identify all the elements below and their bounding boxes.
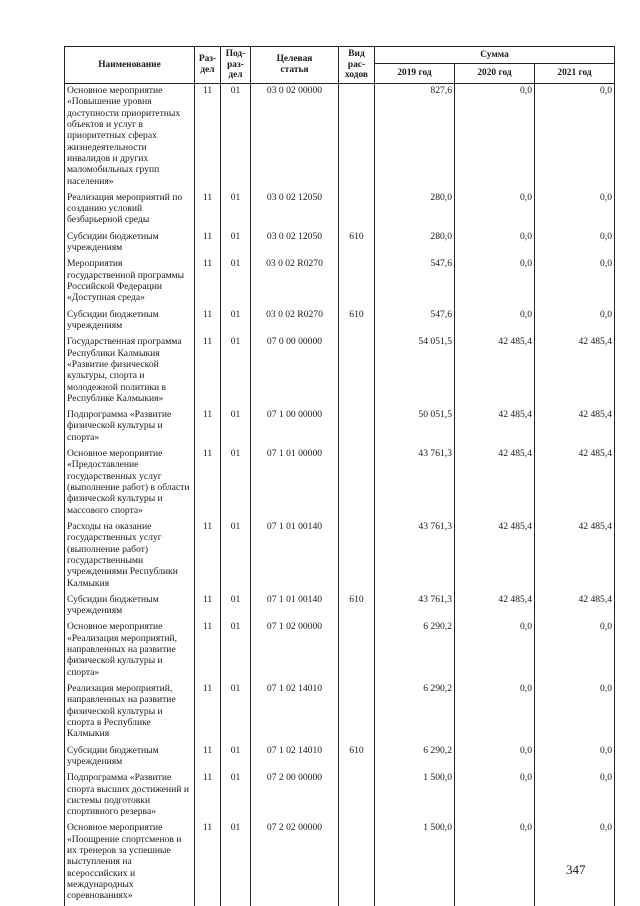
- row-section: 11: [195, 447, 221, 520]
- row-sum-2021: 0,0: [535, 744, 615, 772]
- row-name: Реализация мероприятий, направленных на развитие физической культуры и спорта в Республике Калмыкия: [65, 682, 195, 744]
- row-type: [339, 620, 375, 682]
- row-type: [339, 821, 375, 905]
- row-sum-2021: 0,0: [535, 230, 615, 258]
- row-subsection: 01: [221, 335, 251, 408]
- row-sum-2020: 0,0: [455, 744, 535, 772]
- table-header: [65, 47, 615, 84]
- row-section: 11: [195, 335, 221, 408]
- table-row: [65, 682, 615, 744]
- row-sum-2021: 42 485,4: [535, 447, 615, 520]
- row-subsection: 01: [221, 744, 251, 772]
- row-sum-2020: 42 485,4: [455, 335, 535, 408]
- row-type: [339, 335, 375, 408]
- row-sum-2020: 0,0: [455, 682, 535, 744]
- row-type: [339, 682, 375, 744]
- row-section: 11: [195, 230, 221, 258]
- row-sum-2020: 42 485,4: [455, 408, 535, 447]
- row-sum-2019: 1 500,0: [375, 771, 455, 821]
- header-target: Целевая статья: [251, 47, 339, 84]
- row-sum-2019: 6 290,2: [375, 744, 455, 772]
- row-name: Расходы на оказание государственных услуг (выполнение работ) государственными учреждениями Республики Калмыкия: [65, 520, 195, 593]
- row-target: 07 2 00 00000: [251, 771, 339, 821]
- row-sum-2021: 0,0: [535, 771, 615, 821]
- header-sum: Сумма: [375, 47, 615, 64]
- row-section: 11: [195, 257, 221, 307]
- row-type: [339, 84, 375, 191]
- row-name: Субсидии бюджетным учреждениям: [65, 744, 195, 772]
- row-name: Подпрограмма «Развитие физической культуры и спорта»: [65, 408, 195, 447]
- row-section: 11: [195, 84, 221, 191]
- table-row: [65, 408, 615, 447]
- header-year-2021: 2021 год: [535, 64, 615, 84]
- row-section: 11: [195, 771, 221, 821]
- row-sum-2019: 547,6: [375, 308, 455, 336]
- header-year-2019: 2019 год: [375, 64, 455, 84]
- row-sum-2019: 1 500,0: [375, 821, 455, 905]
- row-sum-2019: 43 761,3: [375, 447, 455, 520]
- row-sum-2019: 280,0: [375, 191, 455, 230]
- row-subsection: 01: [221, 257, 251, 307]
- row-target: 03 0 02 R0270: [251, 308, 339, 336]
- row-target: 07 1 02 14010: [251, 682, 339, 744]
- row-subsection: 01: [221, 447, 251, 520]
- row-sum-2021: 0,0: [535, 191, 615, 230]
- header-year-2020: 2020 год: [455, 64, 535, 84]
- row-sum-2020: 0,0: [455, 308, 535, 336]
- row-sum-2019: 827,6: [375, 84, 455, 191]
- row-name: Государственная программа Республики Калмыкия «Развитие физической культуры, спорта и молодежной политики в Республике Калмыкия»: [65, 335, 195, 408]
- row-sum-2020: 42 485,4: [455, 447, 535, 520]
- row-sum-2020: 0,0: [455, 821, 535, 905]
- row-sum-2021: 0,0: [535, 682, 615, 744]
- table-row: [65, 335, 615, 408]
- row-subsection: 01: [221, 408, 251, 447]
- row-target: 07 1 01 00140: [251, 593, 339, 621]
- row-subsection: 01: [221, 191, 251, 230]
- row-sum-2020: 0,0: [455, 84, 535, 191]
- row-section: 11: [195, 744, 221, 772]
- row-name: Субсидии бюджетным учреждениям: [65, 593, 195, 621]
- row-type: [339, 520, 375, 593]
- row-target: 03 0 02 00000: [251, 84, 339, 191]
- row-type: [339, 191, 375, 230]
- row-sum-2021: 0,0: [535, 620, 615, 682]
- row-subsection: 01: [221, 821, 251, 905]
- row-sum-2021: 42 485,4: [535, 593, 615, 621]
- row-sum-2019: 280,0: [375, 230, 455, 258]
- table-row: [65, 308, 615, 336]
- row-section: 11: [195, 191, 221, 230]
- row-subsection: 01: [221, 620, 251, 682]
- row-target: 07 0 00 00000: [251, 335, 339, 408]
- row-section: 11: [195, 620, 221, 682]
- row-sum-2019: 54 051,5: [375, 335, 455, 408]
- table-row: [65, 620, 615, 682]
- table-row: [65, 84, 615, 191]
- table-row: [65, 191, 615, 230]
- budget-table: [64, 46, 615, 906]
- row-target: 03 0 02 R0270: [251, 257, 339, 307]
- header-section: Раз- дел: [195, 47, 221, 84]
- row-subsection: 01: [221, 520, 251, 593]
- row-sum-2019: 6 290,2: [375, 682, 455, 744]
- table-row: [65, 821, 615, 905]
- table-body: [65, 84, 615, 906]
- row-sum-2019: 43 761,3: [375, 593, 455, 621]
- row-sum-2020: 42 485,4: [455, 593, 535, 621]
- row-sum-2021: 42 485,4: [535, 520, 615, 593]
- row-name: Основное мероприятие «Предоставление государственных услуг (выполнение работ) в области физической культуры и массового спорта»: [65, 447, 195, 520]
- row-type: 610: [339, 744, 375, 772]
- row-subsection: 01: [221, 308, 251, 336]
- row-subsection: 01: [221, 771, 251, 821]
- row-sum-2019: 50 051,5: [375, 408, 455, 447]
- table-row: [65, 744, 615, 772]
- row-type: 610: [339, 593, 375, 621]
- row-name: Основное мероприятие «Повышение уровня доступности приоритетных объектов и услуг в приоритетных сферах жизнедеятельности инвалидов и других маломобильных групп населения»: [65, 84, 195, 191]
- row-type: [339, 771, 375, 821]
- row-sum-2020: 0,0: [455, 257, 535, 307]
- row-section: 11: [195, 408, 221, 447]
- row-sum-2020: 42 485,4: [455, 520, 535, 593]
- row-sum-2021: 0,0: [535, 257, 615, 307]
- row-section: 11: [195, 821, 221, 905]
- row-type: [339, 447, 375, 520]
- row-section: 11: [195, 593, 221, 621]
- row-name: Субсидии бюджетным учреждениям: [65, 308, 195, 336]
- row-sum-2019: 6 290,2: [375, 620, 455, 682]
- row-sum-2020: 0,0: [455, 771, 535, 821]
- row-sum-2021: 42 485,4: [535, 408, 615, 447]
- table-row: [65, 593, 615, 621]
- row-target: 03 0 02 12050: [251, 191, 339, 230]
- row-section: 11: [195, 308, 221, 336]
- page-number: 347: [566, 862, 586, 877]
- row-subsection: 01: [221, 84, 251, 191]
- row-target: 07 2 02 00000: [251, 821, 339, 905]
- row-section: 11: [195, 520, 221, 593]
- row-type: 610: [339, 308, 375, 336]
- row-sum-2020: 0,0: [455, 230, 535, 258]
- row-subsection: 01: [221, 593, 251, 621]
- row-sum-2021: 42 485,4: [535, 335, 615, 408]
- row-section: 11: [195, 682, 221, 744]
- row-type: 610: [339, 230, 375, 258]
- row-type: [339, 257, 375, 307]
- row-target: 07 1 01 00140: [251, 520, 339, 593]
- row-target: 07 1 02 14010: [251, 744, 339, 772]
- header-subsection: Под- раз- дел: [221, 47, 251, 84]
- row-name: Реализация мероприятий по созданию условий безбарьерной среды: [65, 191, 195, 230]
- table-row: [65, 771, 615, 821]
- row-target: 07 1 01 00000: [251, 447, 339, 520]
- row-target: 07 1 02 00000: [251, 620, 339, 682]
- row-sum-2020: 0,0: [455, 620, 535, 682]
- row-name: Основное мероприятие «Реализация мероприятий, направленных на развитие физической культуры и спорта»: [65, 620, 195, 682]
- row-sum-2021: 0,0: [535, 821, 615, 905]
- row-name: Субсидии бюджетным учреждениям: [65, 230, 195, 258]
- row-name: Подпрограмма «Развитие спорта высших достижений и системы подготовки спортивного резерва»: [65, 771, 195, 821]
- row-name: Мероприятия государственной программы Российской Федерации «Доступная среда»: [65, 257, 195, 307]
- row-subsection: 01: [221, 230, 251, 258]
- row-sum-2019: 43 761,3: [375, 520, 455, 593]
- row-sum-2021: 0,0: [535, 308, 615, 336]
- row-type: [339, 408, 375, 447]
- row-sum-2020: 0,0: [455, 191, 535, 230]
- row-sum-2021: 0,0: [535, 84, 615, 191]
- row-sum-2019: 547,6: [375, 257, 455, 307]
- table-row: [65, 230, 615, 258]
- header-name: Наименование: [65, 47, 195, 84]
- table-row: [65, 447, 615, 520]
- row-target: 03 0 02 12050: [251, 230, 339, 258]
- row-target: 07 1 00 00000: [251, 408, 339, 447]
- row-name: Основное мероприятие «Поощрение спортсменов и их тренеров за успешные выступления на всероссийских и международных соревнованиях»: [65, 821, 195, 905]
- row-subsection: 01: [221, 682, 251, 744]
- table-row: [65, 520, 615, 593]
- table-row: [65, 257, 615, 307]
- header-type: Вид рас- ходов: [339, 47, 375, 84]
